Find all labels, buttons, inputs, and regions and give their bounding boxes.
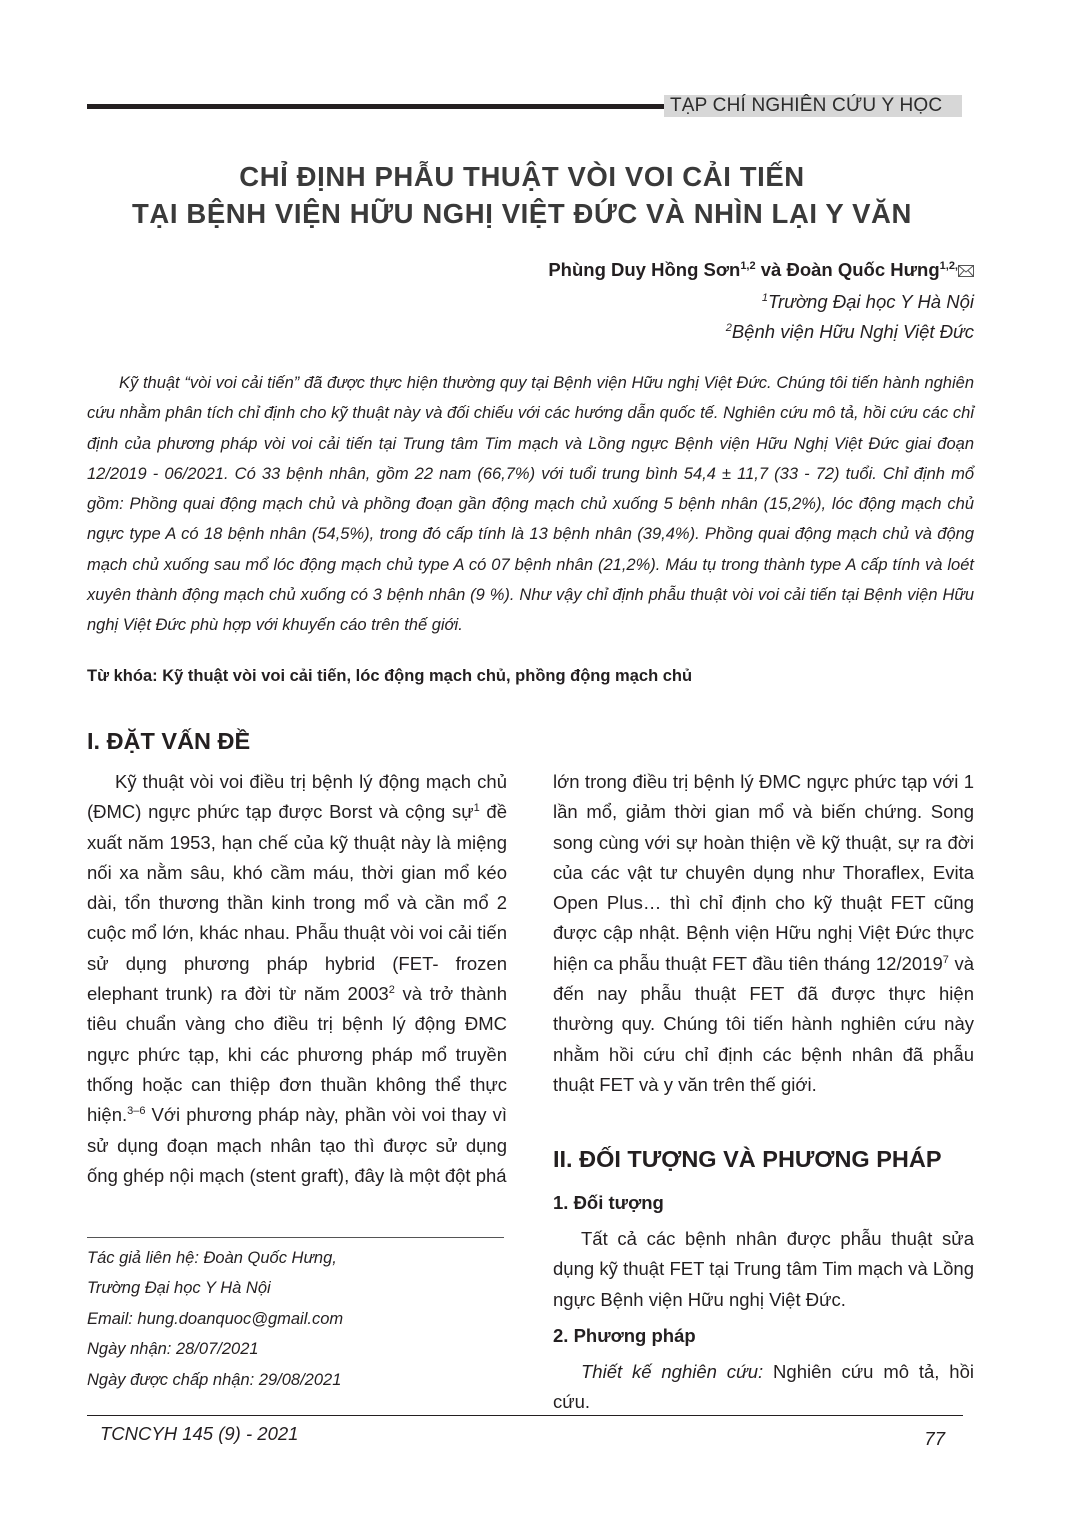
- affiliation-1: $^1$Trường Đại học Y Hà Nội: [761, 291, 974, 312]
- subjects-paragraph: Tất cả các bệnh nhân được phẫu thuật sửa dụng kỹ thuật FET tại Trung tâm Tim mạch và Lồng ngực Bệnh viện Hữu nghị Việt Đức.: [553, 1228, 974, 1310]
- right-column: [553, 767, 974, 1100]
- abstract-text: Kỹ thuật “vòi voi cải tiến” đã được thực hiện thường quy tại Bệnh viện Hữu nghị Việt Đức. Chúng tôi tiến hành nghiên cứu nhằm phân tích chỉ định cho kỹ thuật này và đối chiếu với các hướng dẫn quốc tế. Nghiên cứu mô tả, hồi cứu các chỉ định của phương pháp vòi voi cải tiến tại Trung tâm Tim mạch và Lồng ngực Bệnh viện Hữu Nghị Việt Đức giai đoạn 12/2019 - 06/2021. Có 33 bệnh nhân, gồm 22 nam (66,7%) với tuổi trung bình 54,4 ± 11,7 (33 - 72) tuổi. Chỉ định mổ gồm: Phồng quai động mạch chủ và phồng đoạn gần động mạch chủ xuống 5 bệnh nhân (15,2%), lóc động mạch chủ ngực type A có 18 bệnh nhân (54,5%), trong đó cấp tính là 13 bệnh nhân (39,4%). Phồng quai động mạch chủ và động mạch chủ xuống sau mổ lóc động mạch chủ type A có 07 bệnh nhân (21,2%). Máu tụ trong thành type A cấp tính và loét xuyên thành động mạch chủ xuống có 3 bệnh nhân (9 %). Như vậy chỉ định phẫu thuật vòi voi cải tiến tại Bệnh viện Hữu nghị Việt Đức phù hợp với khuyến cáo trên thế giới.: [87, 374, 974, 635]
- journal-name: TẠP CHÍ NGHIÊN CỨU Y HỌC: [664, 95, 962, 117]
- keywords: Từ khóa: Kỹ thuật vòi voi cải tiến, lóc động mạch chủ, phồng động mạch chủ: [87, 667, 693, 685]
- citation-1: 1: [473, 802, 480, 815]
- author-1-affiliation: 1,2: [740, 259, 756, 272]
- envelope-icon: [958, 260, 974, 282]
- author-1: Phùng Duy Hồng Sơn: [548, 259, 741, 280]
- author-2-affiliation: 1,2,: [939, 259, 958, 272]
- title-line-2: TẠI BỆNH VIỆN HỮU NGHỊ VIỆT ĐỨC VÀ NHÌN LẠI Y VĂN: [132, 198, 912, 229]
- study-design-text: Nghiên cứu mô tả, hồi cứu.: [553, 1361, 974, 1413]
- citation-3-6: 3–6: [127, 1105, 146, 1118]
- page-number: 77: [924, 1428, 945, 1449]
- subsection-methods-heading: 2. Phương pháp: [553, 1325, 696, 1346]
- footnote-accepted: Ngày được chấp nhận: 29/08/2021: [87, 1370, 342, 1389]
- footnote-rule: [87, 1237, 504, 1238]
- citation-7: 7: [942, 953, 949, 966]
- intro-paragraph: Kỹ thuật vòi voi điều trị bệnh lý động mạch chủ (ĐMC) ngực phức tạp được Borst và cộng sự$^1$ đề xuất năm 1953, hạn chế của kỹ thuật này là miệng nối xa nằm sâu, khó cầm máu, thời gian mổ kéo dài, tổn thương thần kinh trong mổ và cần mổ 2 cuộc mổ lớn, khác nhau. Phẫu thuật vòi voi cải tiến sử dụng phương pháp hybrid (FET- frozen elephant trunk) ra đời từ năm 2003$^2$ và trở thành tiêu chuẩn vàng cho điều trị bệnh lý động ĐMC ngực phức tạp, khi các phương pháp mổ truyền thống hoặc can thiệp đơn thuần không thể thực hiện.$^{3-6}$ Với phương pháp này, phần vòi voi thay vì sử dụng đoạn mạch nhân tạo thì được sử dụng ống ghép nội mạch (stent graft), đây là một đột phá: [87, 771, 508, 1186]
- methods-paragraph: [553, 1357, 974, 1418]
- footnote-received: Ngày nhận: 28/07/2021: [87, 1340, 259, 1359]
- author-line: [548, 259, 974, 282]
- intro-paragraph-continued: lớn trong điều trị bệnh lý ĐMC ngực phức tạp với 1 lần mổ, giảm thời gian mổ và biến chứng. Song song cùng với sự hoàn thiện về kỹ thuật, sự ra đời của các vật tư chuyên dụng như Thoraflex, Evita Open Plus… thì chỉ định cho kỹ thuật FET cũng được cập nhật. Bệnh viện Hữu nghị Việt Đức thực hiện ca phẫu thuật FET đầu tiên tháng 12/2019$^7$ và đến nay phẫu thuật FET đã được thực hiện thường quy. Chúng tôi tiến hành nghiên cứu này nhằm hồi cứu chỉ định các bệnh nhân đã phẫu thuật FET và y văn trên thế giới.: [553, 771, 974, 1095]
- footnote-contact: Tác giả liên hệ: Đoàn Quốc Hưng,: [87, 1249, 337, 1267]
- title-line-1: CHỈ ĐỊNH PHẪU THUẬT VÒI VOI CẢI TIẾN: [239, 161, 805, 192]
- author-2: Đoàn Quốc Hưng: [786, 259, 940, 280]
- footer-rule: [87, 1415, 963, 1416]
- affiliation-2: $^2$Bệnh viện Hữu Nghị Việt Đức: [725, 321, 974, 342]
- footnote-email: Email: hung.doanquoc@gmail.com: [87, 1309, 344, 1328]
- left-column: [87, 767, 507, 1191]
- correspondence-footnote: [87, 1243, 343, 1395]
- article-title: [87, 158, 957, 232]
- section-2-heading: II. ĐỐI TƯỢNG VÀ PHƯƠNG PHÁP: [553, 1146, 942, 1172]
- subsection-subjects-heading: 1. Đối tượng: [553, 1192, 664, 1213]
- author-connector: và: [755, 259, 787, 280]
- study-design-label: Thiết kế nghiên cứu:: [581, 1361, 764, 1382]
- section-1-heading: I. ĐẶT VẤN ĐỀ: [87, 728, 251, 754]
- header-rule: [87, 104, 664, 109]
- footnote-institution: Trường Đại học Y Hà Nội: [87, 1279, 271, 1298]
- citation-2: 2: [388, 983, 395, 996]
- abstract: [87, 368, 974, 641]
- journal-issue: TCNCYH 145 (9) - 2021: [100, 1423, 299, 1444]
